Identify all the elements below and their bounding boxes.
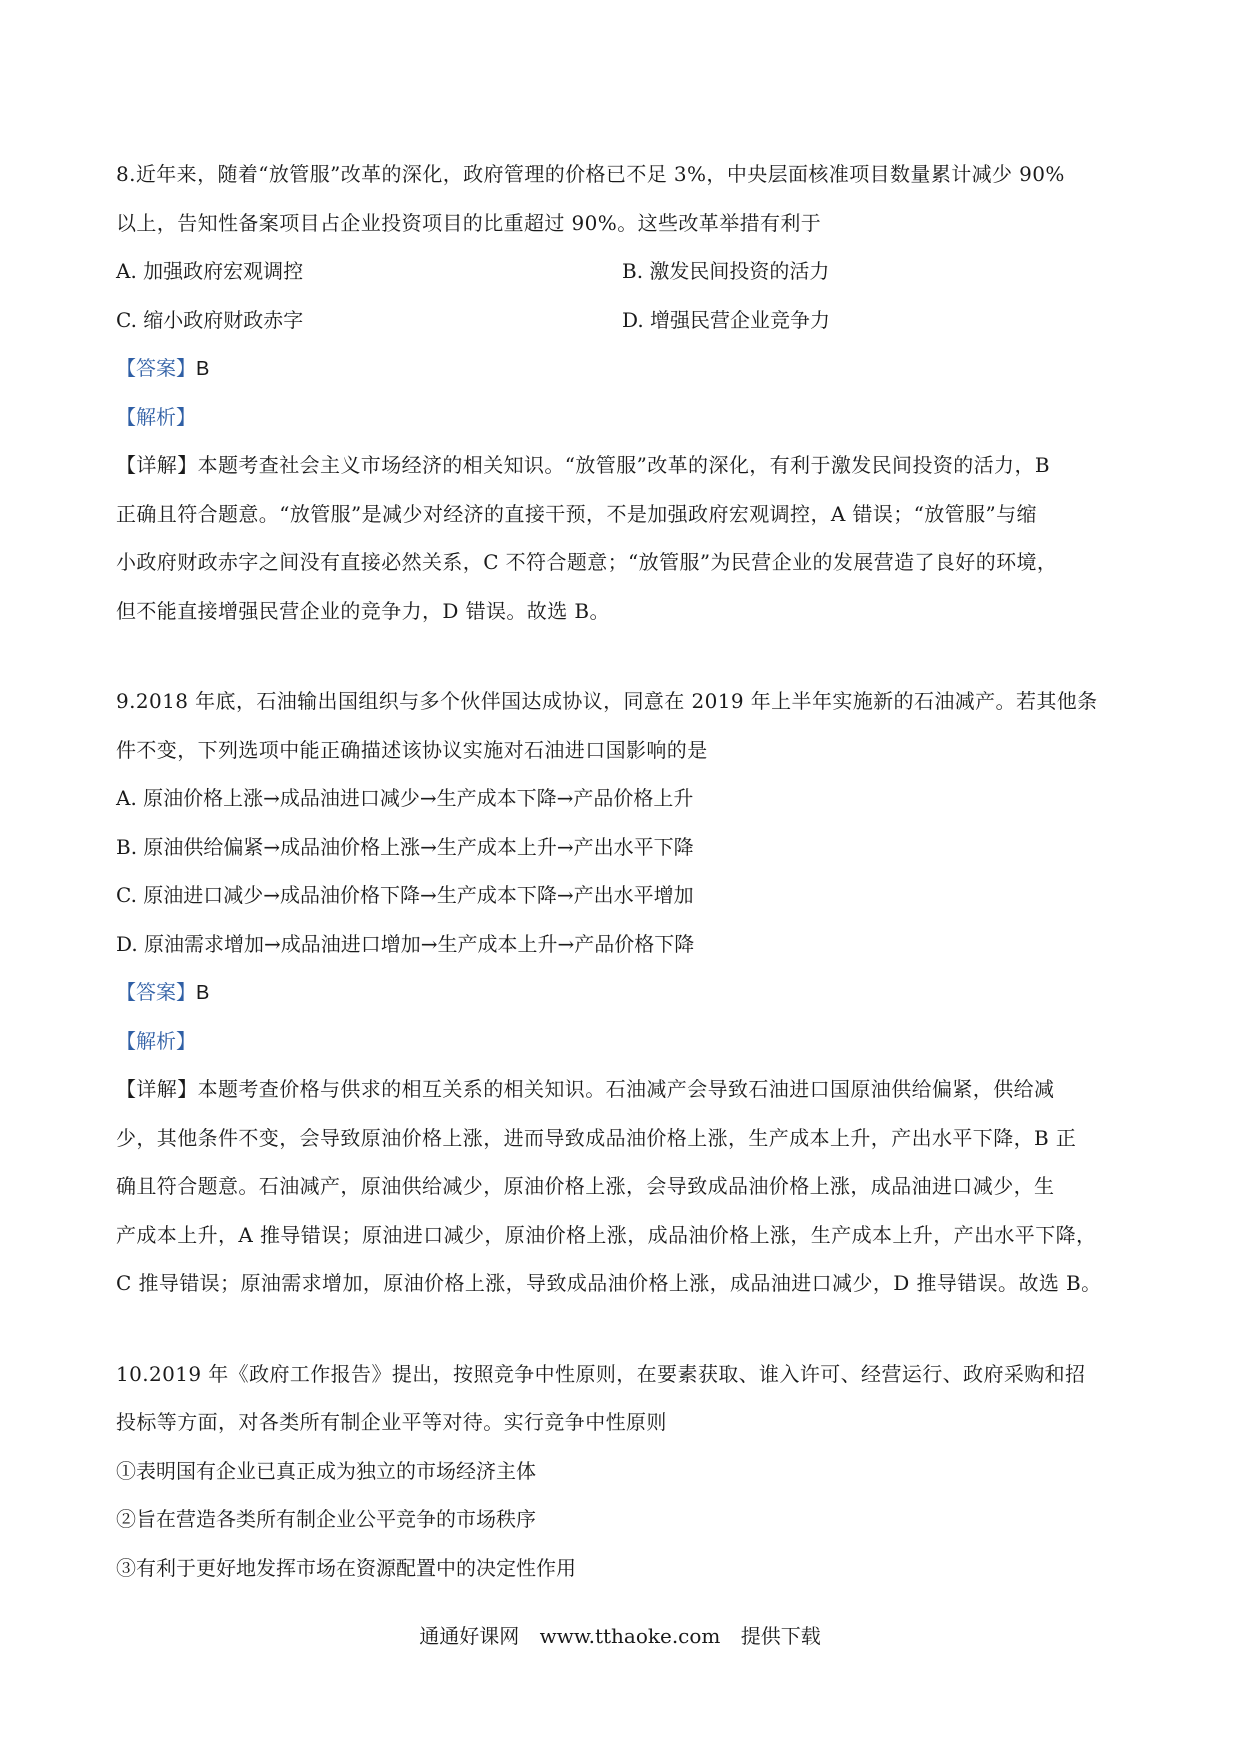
answer-label: 【答案】 [116,980,196,1004]
question-stem [116,1350,1131,1447]
answer-label: 【答案】 [116,356,196,380]
detail-paragraph [116,1065,1131,1308]
detail-line [116,1065,1131,1114]
footer-url[interactable]: www.tthaoke.com [539,1624,721,1648]
option-row [116,296,1131,345]
stem-line: 件不变，下列选项中能正确描述该协议实施对石油进口国影响的是 [116,737,708,762]
analysis-label: 【解析】 [116,1028,196,1053]
footer-note: 提供下载 [740,1624,821,1648]
document-content [116,150,1131,1592]
stem-line: 投标等方面，对各类所有制企业平等对待。实行竞争中性原则 [116,1410,667,1434]
answer-line [116,344,1131,393]
question-8 [116,150,1131,635]
option-a: A. 原油价格上涨→成品油进口减少→生产成本下降→产品价格上升 [116,786,694,810]
detail-line: 正确且符合题意。“放管服”是减少对经济的直接干预，不是加强政府宏观调控，A 错误；“放管服”与缩 [116,501,1037,526]
stem-line: 9.2018 年底，石油输出国组织与多个伙伴国达成协议，同意在 2019 年上半年实施新的石油减产。若其他条 [116,689,1098,713]
detail-label: 【详解】 [116,1077,198,1101]
option-c: C. 缩小政府财政赤字 [116,307,304,332]
detail-line: 确且符合题意。石油减产，原油供给减少，原油价格上涨，会导致成品油价格上涨，成品油进口减少，生 [116,1174,1055,1198]
option-c: C. 原油进口减少→成品油价格下降→生产成本下降→产出水平增加 [116,883,694,907]
question-gap [116,635,1131,677]
statement-2: ②旨在营造各类所有制企业公平竞争的市场秩序 [116,1507,536,1531]
answer-value: B [196,358,210,380]
detail-text: 本题考查价格与供求的相互关系的相关知识。石油减产会导致石油进口国原油供给偏紧，供给减 [197,1077,1055,1101]
detail-line [116,441,1131,490]
detail-paragraph [116,441,1131,635]
option-a: A. 加强政府宏观调控 [116,259,304,283]
answer-line [116,968,1131,1017]
detail-line: 但不能直接增强民营企业的竞争力，D 错误。故选 B。 [116,598,610,623]
detail-line: 产成本上升，A 推导错误；原油进口减少，原油价格上涨，成品油价格上涨，生产成本上升，产出水平下降， [116,1222,1097,1247]
detail-text: 本题考查社会主义市场经济的相关知识。“放管服”改革的深化，有利于激发民间投资的活力，B [197,453,1050,477]
detail-line: C 推导错误；原油需求增加，原油价格上涨，导致成品油价格上涨，成品油进口减少，D 推导错误。故选 B。 [116,1271,1102,1295]
analysis-line [116,1017,1131,1066]
detail-label: 【详解】 [116,453,198,477]
stem-line: 8.近年来，随着“放管服”改革的深化，政府管理的价格已不足 3%，中央层面核准项目数量累计减少 90% [116,162,1065,186]
question-stem [116,677,1131,774]
question-9 [116,677,1131,1308]
option-d: D. 原油需求增加→成品油进口增加→生产成本上升→产品价格下降 [116,931,695,956]
footer-site-name: 通通好课网 [419,1624,520,1648]
page-footer [0,1620,1240,1649]
answer-value: B [196,982,210,1004]
question-gap [116,1308,1131,1350]
analysis-label: 【解析】 [116,404,196,429]
analysis-line [116,393,1131,442]
option-row [116,247,1131,296]
statement-1: ①表明国有企业已真正成为独立的市场经济主体 [116,1458,536,1483]
question-10 [116,1350,1131,1593]
stem-line: 10.2019 年《政府工作报告》提出，按照竞争中性原则，在要素获取、谁入许可、经营运行、政府采购和招 [116,1361,1086,1386]
option-d: D. 增强民营企业竞争力 [622,307,831,332]
option-b: B. 激发民间投资的活力 [622,259,830,283]
question-stem [116,150,1131,247]
stem-line: 以上，告知性备案项目占企业投资项目的比重超过 90%。这些改革举措有利于 [116,210,822,235]
detail-line: 少，其他条件不变，会导致原油价格上涨，进而导致成品油价格上涨，生产成本上升，产出水平下降，B 正 [116,1125,1077,1150]
detail-line: 小政府财政赤字之间没有直接必然关系，C 不符合题意；“放管服”为民营企业的发展营造了良好的环境， [116,550,1058,574]
option-b: B. 原油供给偏紧→成品油价格上涨→生产成本上升→产出水平下降 [116,834,694,859]
statement-3: ③有利于更好地发挥市场在资源配置中的决定性作用 [116,1555,576,1580]
